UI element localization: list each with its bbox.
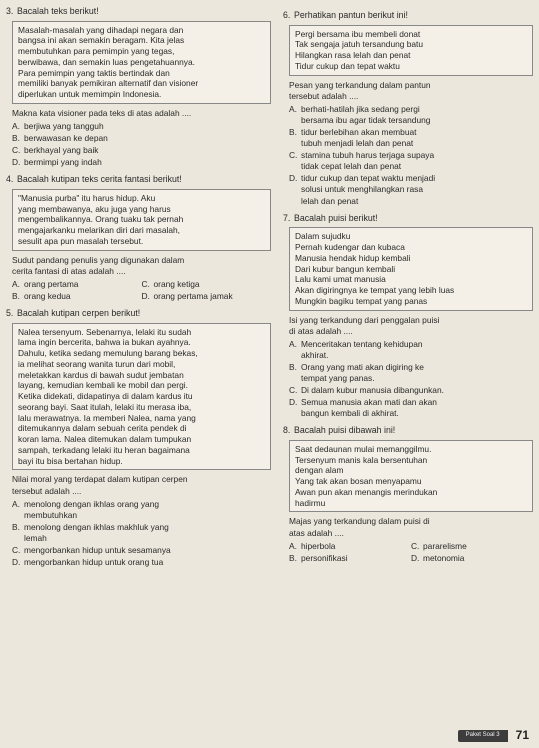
poem-line: Saat dedaunan mulai memanggilmu. [295, 443, 432, 454]
option-text: pararelisme [423, 540, 467, 551]
option-letter: D. [141, 290, 150, 301]
question-stem: Makna kata visioner pada teks di atas adalah .... [12, 107, 192, 118]
question-stem [289, 315, 533, 337]
pantun-line: Tak sengaja jatuh tersandung batu [295, 39, 424, 50]
option-text: hiperbola [301, 540, 336, 551]
question-stem [12, 255, 271, 277]
pantun-line: Tidur cukup dan tepat waktu [295, 60, 400, 71]
option-letter: C. [411, 540, 420, 551]
passage-line: lama ingin bercerita, bahwa ia bukan ayahnya. [18, 337, 191, 348]
option-letter: C. [141, 278, 150, 289]
stem-line: Nilai moral yang terdapat dalam kutipan cerpen [12, 474, 188, 485]
option-letter: D. [12, 557, 21, 568]
stem-line: Sudut pandang penulis yang digunakan dalam [12, 254, 185, 265]
option-letter: D. [289, 397, 298, 408]
answer-option-b[interactable] [289, 553, 411, 564]
passage-line: ia melihat seorang wanita turun dari mobil, [18, 358, 176, 369]
question-4 [6, 174, 271, 302]
option-letter: A. [12, 120, 20, 131]
passage-line: diperlukan untuk memimpin Indonesia. [18, 89, 162, 100]
question-number: 8. [283, 425, 291, 436]
answer-option-a[interactable] [289, 541, 411, 552]
answer-option-c[interactable] [289, 385, 533, 396]
answer-option-d[interactable] [12, 557, 271, 568]
passage-line: meletakkan kardus di bawah sudut jembatan [18, 369, 184, 380]
poem-box [289, 227, 533, 310]
option-text: bangun kembali di akhirat. [301, 408, 399, 419]
stem-line: Isi yang terkandung dari penggalan puisi [289, 314, 440, 325]
option-letter: A. [289, 338, 297, 349]
option-text: orang ketiga [153, 278, 200, 289]
question-6 [283, 10, 533, 207]
option-letter: C. [289, 385, 298, 396]
option-text: Menceritakan tentang kehidupan [301, 338, 423, 349]
question-number: 7. [283, 212, 291, 223]
passage-line: "Manusia purba" itu harus hidup. Aku [18, 192, 156, 203]
question-number: 5. [6, 308, 14, 319]
option-letter: A. [12, 498, 20, 509]
passage-line: seorang bayi. Saat itulah, lelaki itu merasa iba, [18, 401, 192, 412]
passage-line: membutuhkan para pemimpin yang tegas, [18, 46, 175, 57]
left-column [6, 6, 271, 571]
option-text: Di dalam kubur manusia dibangunkan. [301, 385, 444, 396]
option-letter: C. [289, 150, 298, 161]
answer-option-b[interactable] [12, 291, 142, 302]
passage-line: berwibawa, dan semakin luas pengetahuannya. [18, 56, 195, 67]
option-letter: B. [289, 552, 297, 563]
option-letter: A. [289, 540, 297, 551]
answer-option-b[interactable] [289, 362, 533, 384]
question-7 [283, 213, 533, 420]
question-title: Bacalah kutipan teks cerita fantasi berikut! [17, 174, 182, 185]
option-letter: C. [12, 145, 21, 156]
right-column [283, 10, 533, 567]
stem-line: Majas yang terkandung dalam puisi di [289, 516, 430, 527]
answer-option-b[interactable] [12, 522, 271, 544]
poem-line: hadirmu [295, 497, 326, 508]
option-letter: B. [12, 521, 20, 532]
option-letter: B. [12, 290, 20, 301]
option-text: bersama ibu agar tidak tersandung [301, 114, 431, 125]
option-text: lelah dan penat [301, 195, 359, 206]
option-text: orang kedua [24, 290, 71, 301]
option-text: metonomia [423, 552, 465, 563]
option-letter: B. [289, 126, 297, 137]
option-text: menolong dengan ikhlas makhluk yang [24, 521, 169, 532]
question-stem [12, 474, 271, 496]
option-text: tubuh menjadi lelah dan penat [301, 138, 414, 149]
option-text: stamina tubuh harus terjaga supaya [301, 150, 435, 161]
option-text: mengorbankan hidup untuk sesamanya [24, 544, 171, 555]
poem-line: Dalam sujudku [295, 231, 351, 242]
option-letter: B. [12, 133, 20, 144]
passage-line: Dahulu, ketika sedang memulung barang bekas, [18, 348, 198, 359]
passage-line: bangsa ini akan semakin beragam. Kita jelas [18, 35, 185, 46]
option-letter: D. [12, 157, 21, 168]
option-text: Semua manusia akan mati dan akan [301, 397, 437, 408]
poem-line: dengan alam [295, 465, 344, 476]
option-text: membutuhkan [24, 509, 78, 520]
question-stem [289, 80, 533, 102]
question-5 [6, 308, 271, 568]
option-text: bermimpi yang indah [24, 157, 102, 168]
passage-line: mengajarkanku melarikan diri dari masalah, [18, 225, 180, 236]
options-row [289, 541, 533, 552]
options-row [289, 553, 533, 564]
option-text: tempat yang panas. [301, 372, 375, 383]
poem-line: Manusia hendak hidup kembali [295, 252, 411, 263]
question-number: 6. [283, 10, 291, 20]
question-title: Perhatikan pantun berikut ini! [294, 10, 408, 20]
option-text: berkhayal yang baik [24, 145, 99, 156]
poem-line: Tersenyum manis kala bersentuhan [295, 454, 428, 465]
answer-option-a[interactable] [289, 339, 533, 361]
passage-line: sampah, terkadang lelaki itu heran bagaimana [18, 444, 190, 455]
option-letter: D. [411, 552, 420, 563]
answer-option-d[interactable] [142, 291, 272, 302]
passage-line: lalu merawatnya. Ia memberi Nalea, nama yang [18, 412, 196, 423]
passage-line: yang membawanya, aku juga yang harus [18, 203, 171, 214]
answer-option-d[interactable] [411, 553, 533, 564]
answer-option-c[interactable] [411, 541, 533, 552]
passage-line: ditemukannya dalam sebuah cerita pendek di [18, 423, 187, 434]
options-row [12, 291, 271, 302]
question-title: Bacalah puisi berikut! [294, 212, 378, 223]
paket-soal-badge: Paket Soal 3 [458, 730, 508, 742]
answer-option-a[interactable] [12, 499, 271, 521]
stem-line: tersebut adalah .... [289, 90, 359, 101]
poem-line: Mungkin bagiku tempat yang panas [295, 295, 428, 306]
question-number: 3. [6, 6, 14, 16]
poem-box [289, 440, 533, 513]
stem-line: Pesan yang terkandung dalam pantun [289, 79, 431, 90]
answer-option-d[interactable] [289, 397, 533, 419]
stem-line: tersebut adalah .... [12, 485, 82, 496]
question-3 [6, 6, 271, 168]
question-8 [283, 425, 533, 563]
passage-line: Para pemimpin yang taktis bertindak dan [18, 67, 170, 78]
reading-passage [12, 21, 271, 104]
option-text: menolong dengan ikhlas orang yang [24, 498, 160, 509]
answer-option-a[interactable] [12, 279, 142, 290]
option-letter: A. [289, 103, 297, 114]
question-title: Bacalah puisi dibawah ini! [294, 425, 396, 436]
poem-line: Dari kubur bangun kembali [295, 263, 396, 274]
option-text: tidak cepat lelah dan penat [301, 161, 402, 172]
answer-option-b[interactable] [12, 133, 271, 144]
question-number: 4. [6, 174, 14, 185]
pantun-box [289, 25, 533, 76]
passage-line: Nalea tersenyum. Sebenarnya, lelaki itu sudah [18, 326, 192, 337]
passage-line: memiliki banyak pemikiran alternatif dan visioner [18, 78, 199, 89]
passage-line: koran lama. Nalea ditemukan dalam tumpukan [18, 434, 192, 445]
option-letter: C. [12, 544, 21, 555]
answer-option-c[interactable] [12, 545, 271, 556]
question-stem [289, 516, 533, 538]
option-text: berhati-hatilah jika sedang pergi [301, 103, 420, 114]
answer-option-b[interactable] [289, 127, 533, 149]
passage-line: Masalah-masalah yang dihadapi negara dan [18, 24, 184, 35]
poem-line: Pernah kudengar dan kubaca [295, 242, 405, 252]
pantun-line: Pergi bersama ibu membeli donat [295, 28, 421, 39]
answer-option-a[interactable] [12, 121, 271, 132]
answer-option-d[interactable] [289, 173, 533, 206]
answer-option-d[interactable] [12, 157, 271, 168]
answer-option-c[interactable] [289, 150, 533, 172]
page-number: 71 [515, 728, 529, 743]
answer-option-c[interactable] [142, 279, 272, 290]
option-text: lemah [24, 532, 47, 543]
pantun-line: Hilangkan rasa lelah dan penat [295, 50, 411, 61]
question-title: Bacalah kutipan cerpen berikut! [17, 308, 141, 319]
option-letter: D. [289, 173, 298, 184]
stem-line: atas adalah .... [289, 527, 344, 538]
option-text: solusi untuk menghilangkan rasa [301, 184, 423, 195]
poem-line: Lalu kami umat manusia [295, 274, 386, 285]
option-text: orang pertama jamak [153, 290, 233, 301]
question-title: Bacalah teks berikut! [17, 6, 99, 16]
answer-option-c[interactable] [12, 145, 271, 156]
options-row [12, 279, 271, 290]
passage-line: sesulit apa pun masalah tersebut. [18, 235, 144, 246]
reading-passage [12, 189, 271, 251]
option-text: tidur berlebihan akan membuat [301, 126, 417, 137]
option-text: personifikasi [301, 552, 348, 563]
reading-passage [12, 323, 271, 471]
page-footer [458, 728, 529, 744]
option-letter: B. [289, 361, 297, 372]
poem-line: Akan digiringnya ke tempat yang lebih luas [295, 285, 455, 295]
option-text: berjiwa yang tangguh [24, 120, 104, 131]
passage-line: layang, kemudian kembali ke mobil dan pergi. [18, 380, 188, 391]
stem-line: di atas adalah .... [289, 325, 353, 336]
poem-line: Yang tak akan bosan menyapamu [295, 476, 422, 487]
option-text: mengorbankan hidup untuk orang tua [24, 557, 164, 568]
stem-line: cerita fantasi di atas adalah .... [12, 265, 126, 276]
option-text: Orang yang mati akan digiring ke [301, 361, 424, 372]
passage-line: Ketika didekati, didapatinya di dalam kardus itu [18, 391, 193, 402]
option-text: tidur cukup dan tepat waktu menjadi [301, 173, 436, 184]
answer-option-a[interactable] [289, 104, 533, 126]
option-text: akhirat. [301, 349, 329, 360]
option-text: orang pertama [24, 278, 79, 289]
passage-line: mengembalikannya. Orang tuaku tak pernah [18, 214, 184, 225]
poem-line: Awan pun akan menangis merindukan [295, 486, 438, 497]
option-text: berwawasan ke depan [24, 133, 108, 144]
option-letter: A. [12, 278, 20, 289]
passage-line: bayi itu bisa bertahan hidup. [18, 455, 123, 466]
